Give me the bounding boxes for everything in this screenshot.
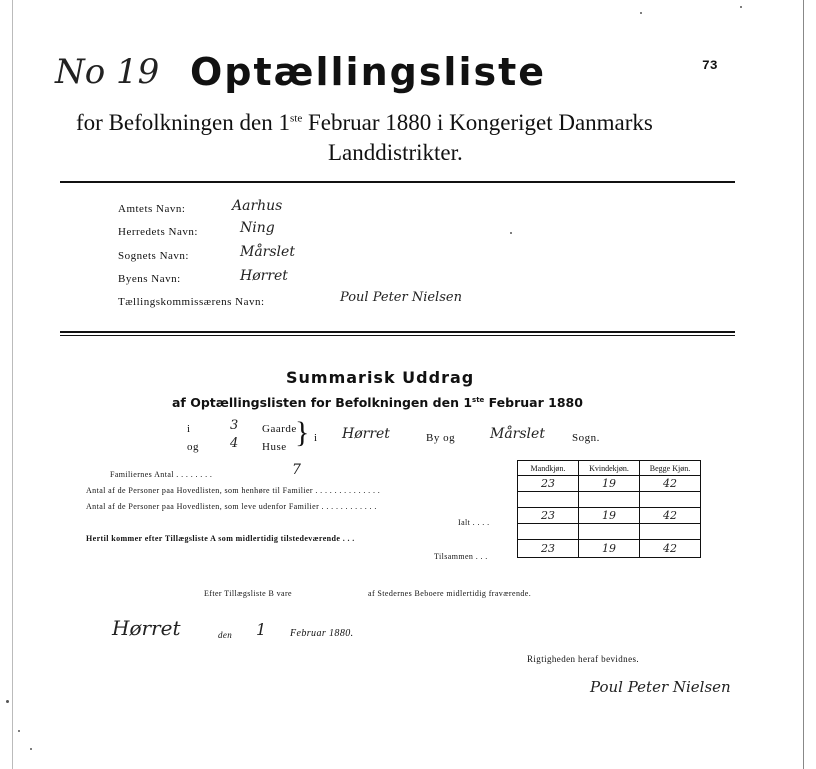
signature: Poul Peter Nielsen xyxy=(590,678,731,696)
families-label: Familiernes Antal . . . . . . . . xyxy=(110,470,213,479)
table-row xyxy=(518,492,701,508)
section-rule-1 xyxy=(60,331,735,333)
table-cell: 42 xyxy=(640,508,701,524)
scan-speck xyxy=(740,6,742,8)
field-value-sogn: Mårslet xyxy=(240,244,295,260)
summary-subtitle-post: Februar 1880 xyxy=(484,395,583,410)
huse-label: Huse xyxy=(262,441,287,453)
field-label-by: Byens Navn: xyxy=(118,273,181,285)
table-cell: 23 xyxy=(518,540,579,558)
field-label-herred: Herredets Navn: xyxy=(118,226,198,238)
scan-speck xyxy=(30,748,32,750)
row-label-tillaeg-a-text: Hertil kommer efter Tillægsliste A som midlertidig tilstedeværende xyxy=(86,534,341,543)
col-header-mand: Mandkjøn. xyxy=(518,461,579,476)
prefix-i: i xyxy=(187,423,191,435)
section-rule-2 xyxy=(60,335,735,336)
gaarde-label: Gaarde xyxy=(262,423,297,435)
subtitle-line2: Landdistrikter. xyxy=(328,140,463,165)
table-cell xyxy=(579,492,640,508)
summary-subtitle-pre: af Optællingslisten for Befolkningen den 1 xyxy=(172,395,473,410)
town-value: Hørret xyxy=(342,426,390,442)
subtitle-pre: for Befolkningen den 1 xyxy=(76,110,290,135)
table-cell: 19 xyxy=(579,540,640,558)
page-title: Optællingsliste xyxy=(190,50,547,94)
row-label-tilsammen: Tilsammen . . . xyxy=(434,552,488,561)
table-header-row xyxy=(518,461,701,476)
scan-speck xyxy=(6,700,9,703)
table-cell xyxy=(518,492,579,508)
list-number: No 19 xyxy=(55,52,160,92)
place-value: Hørret xyxy=(112,616,181,640)
subtitle-post: Februar 1880 i Kongeriget Danmarks xyxy=(302,110,653,135)
row-label-udenfor-text: Antal af de Personer paa Hovedlisten, som leve udenfor Familier xyxy=(86,502,320,511)
sogn-label: Sogn. xyxy=(572,432,600,444)
month-year: Februar 1880. xyxy=(290,628,354,639)
row-label-ialt: Ialt . . . . xyxy=(458,518,490,527)
field-label-sogn: Sognets Navn: xyxy=(118,250,189,262)
table-row xyxy=(518,540,701,558)
summary-subtitle-sup: ste xyxy=(472,395,485,404)
row-label-familier: Antal af de Personer paa Hovedlisten, som henhøre til Familier . . . . . . . . . . . . . . xyxy=(86,486,381,495)
table-cell xyxy=(640,524,701,540)
brace-icon: } xyxy=(295,416,310,449)
table-cell xyxy=(640,492,701,508)
col-header-begge: Begge Kjøn. xyxy=(640,461,701,476)
by-og-label: By og xyxy=(426,432,456,444)
table-row xyxy=(518,508,701,524)
scan-speck xyxy=(18,730,20,732)
day-value: 1 xyxy=(256,620,267,639)
huse-count: 4 xyxy=(230,436,239,451)
field-value-herred: Ning xyxy=(240,220,275,236)
row-label-tillaeg-a: Hertil kommer efter Tillægsliste A som midlertidig tilstedeværende . . . xyxy=(86,534,355,543)
page-number: 73 xyxy=(702,58,718,73)
table-cell: 23 xyxy=(518,508,579,524)
den-label: den xyxy=(218,630,233,640)
scan-speck xyxy=(640,12,642,14)
summary-title: Summarisk Uddrag xyxy=(286,368,475,387)
table-row xyxy=(518,476,701,492)
families-label-text: Familiernes Antal xyxy=(110,470,174,479)
table-cell xyxy=(579,524,640,540)
subtitle-line1 xyxy=(76,110,653,136)
page-border-right xyxy=(803,0,804,769)
table-cell: 19 xyxy=(579,476,640,492)
in-word: i xyxy=(314,432,318,444)
table-cell: 42 xyxy=(640,540,701,558)
header-rule xyxy=(60,181,735,183)
table-cell: 23 xyxy=(518,476,579,492)
gaarde-count: 3 xyxy=(230,418,239,433)
scan-speck xyxy=(510,232,512,234)
field-value-amt: Aarhus xyxy=(232,198,283,214)
row-label-ialt-text: Ialt xyxy=(458,518,471,527)
table-cell xyxy=(518,524,579,540)
summary-subtitle xyxy=(172,395,583,410)
summary-table xyxy=(517,460,701,558)
parish-value: Mårslet xyxy=(490,426,545,442)
col-header-kvinde: Kvindekjøn. xyxy=(579,461,640,476)
row-label-tilsammen-text: Tilsammen xyxy=(434,552,474,561)
field-label-kommissaer: Tællingskommissærens Navn: xyxy=(118,296,265,308)
b-list-post: af Stedernes Beboere midlertidig fraværende. xyxy=(368,589,532,598)
prefix-og: og xyxy=(187,441,199,453)
b-list-pre: Efter Tillægsliste B vare xyxy=(204,589,292,598)
attest-text: Rigtigheden heraf bevidnes. xyxy=(527,654,640,664)
row-label-familier-text: Antal af de Personer paa Hovedlisten, som henhøre til Familier xyxy=(86,486,313,495)
page-edge xyxy=(0,0,13,769)
field-value-by: Hørret xyxy=(240,268,288,284)
table-row xyxy=(518,524,701,540)
row-label-udenfor: Antal af de Personer paa Hovedlisten, som leve udenfor Familier . . . . . . . . . . . . xyxy=(86,502,377,511)
field-value-kommissaer: Poul Peter Nielsen xyxy=(340,290,462,305)
field-label-amt: Amtets Navn: xyxy=(118,203,186,215)
table-cell: 19 xyxy=(579,508,640,524)
table-cell: 42 xyxy=(640,476,701,492)
families-value: 7 xyxy=(292,462,301,478)
subtitle-sup: ste xyxy=(289,112,303,125)
